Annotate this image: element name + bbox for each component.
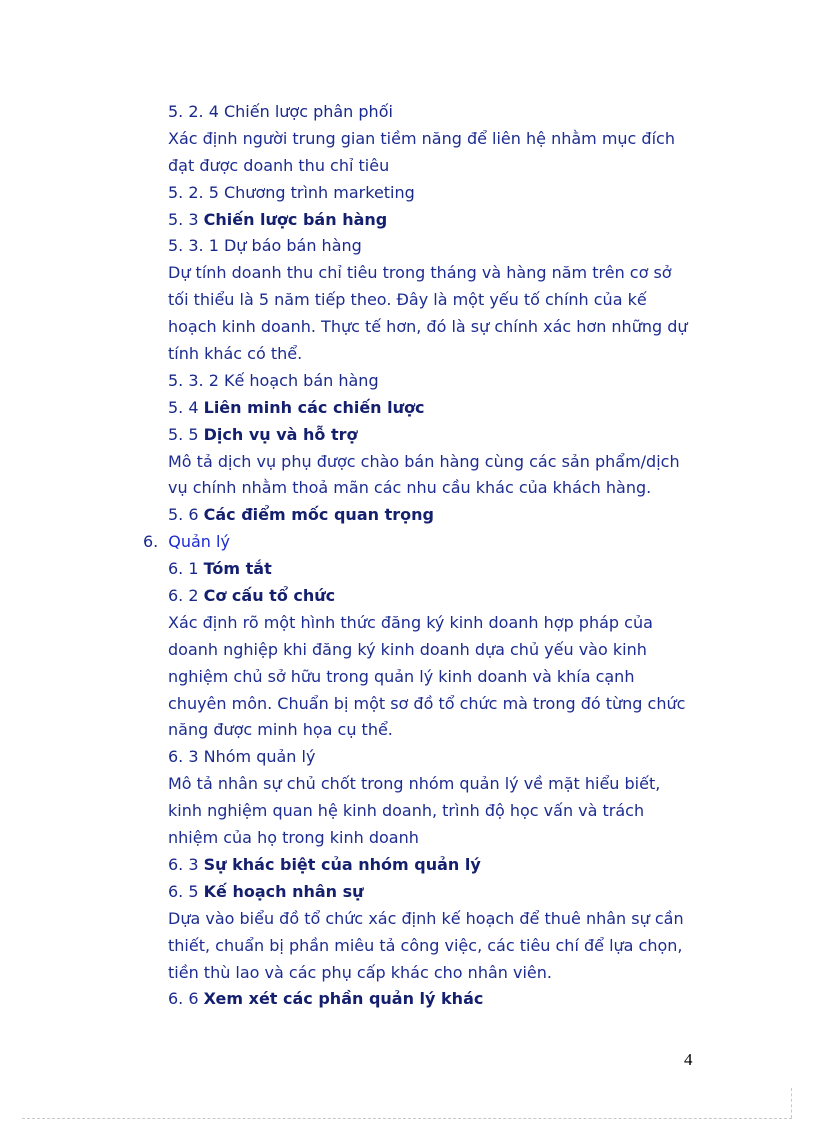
paragraph-line: Dựa vào biểu đồ tổ chức xác định kế hoạch để thuê nhân sự cần	[168, 908, 684, 928]
section-title: Các điểm mốc quan trọng	[203, 505, 434, 525]
paragraph-line: tính khác có thể.	[168, 344, 303, 364]
section-title: Liên minh các chiến lược	[203, 397, 425, 417]
section-number: 5. 3. 1	[168, 236, 219, 256]
section-5-6	[0, 502, 816, 529]
paragraph-line: hoạch kinh doanh. Thực tế hơn, đó là sự chính xác hơn những dự	[168, 317, 688, 337]
section-6	[0, 529, 816, 556]
section-5-4	[0, 395, 816, 422]
paragraph-line: thiết, chuẩn bị phần miêu tả công việc, các tiêu chí để lựa chọn,	[168, 935, 683, 955]
paragraph-line: Mô tả dịch vụ phụ được chào bán hàng cùng các sản phẩm/dịch	[168, 451, 680, 471]
paragraph-line: chuyên môn. Chuẩn bị một sơ đồ tổ chức mà trong đó từng chức	[168, 693, 686, 713]
paragraph-line: Xác định rõ một hình thức đăng ký kinh doanh hợp pháp của	[168, 612, 653, 632]
paragraph-line: Xác định người trung gian tiềm năng để liên hệ nhằm mục đích	[168, 128, 675, 148]
page-right-border	[791, 1088, 792, 1118]
section-5-5	[0, 422, 816, 449]
section-5-2-5	[0, 180, 816, 207]
section-title: Chiến lược phân phối	[223, 102, 393, 121]
section-title: Xem xét các phần quản lý khác	[203, 989, 484, 1009]
section-title: Chiến lược bán hàng	[203, 209, 388, 229]
paragraph-line: doanh nghiệp khi đăng ký kinh doanh dựa chủ yếu vào kinh	[168, 639, 647, 659]
section-number: 6. 3	[168, 854, 199, 874]
section-5-2-4	[0, 99, 816, 126]
section-title: Dự báo bán hàng	[223, 236, 362, 256]
paragraph-line: đạt được doanh thu chỉ tiêu	[168, 155, 390, 175]
section-5-3	[0, 207, 816, 234]
section-number: 6. 5	[168, 881, 199, 901]
paragraph-line: tiền thù lao và các phụ cấp khác cho nhân viên.	[168, 962, 552, 982]
section-number: 6. 1	[168, 559, 199, 579]
section-title: Nhóm quản lý	[203, 747, 316, 767]
page-number: 4	[684, 1050, 693, 1069]
section-6-3	[0, 744, 816, 771]
section-title: Chương trình marketing	[223, 182, 415, 202]
section-6-3-b	[0, 852, 816, 879]
page-bottom-border	[22, 1118, 792, 1119]
section-number: 6. 2	[168, 586, 199, 606]
section-title: Cơ cấu tổ chức	[203, 586, 336, 606]
paragraph-line: năng được minh họa cụ thể.	[168, 720, 393, 740]
section-title: Dịch vụ và hỗ trợ	[203, 424, 358, 444]
paragraph-line: Mô tả nhân sự chủ chốt trong nhóm quản lý về mặt hiểu biết,	[168, 774, 661, 794]
section-number: 6. 3	[168, 747, 199, 767]
section-number: 5. 3. 2	[168, 370, 219, 390]
section-5-3-2	[0, 368, 816, 395]
paragraph-line: Dự tính doanh thu chỉ tiêu trong tháng và hàng năm trên cơ sở	[168, 263, 672, 283]
section-title: Kế hoạch bán hàng	[223, 370, 379, 390]
section-6-5	[0, 879, 816, 906]
section-title: Kế hoạch nhân sự	[203, 881, 364, 901]
section-number: 5. 6	[168, 505, 199, 525]
paragraph-line: vụ chính nhằm thoả mãn các nhu cầu khác của khách hàng.	[168, 478, 652, 498]
paragraph-line: nhiệm của họ trong kinh doanh	[168, 828, 419, 848]
section-6-6	[0, 986, 816, 1013]
section-title: Sự khác biệt của nhóm quản lý	[203, 854, 481, 874]
page-content	[0, 99, 816, 1013]
section-6-1	[0, 556, 816, 583]
section-number: 6. 6	[168, 989, 199, 1009]
section-title: Tóm tắt	[203, 559, 272, 579]
section-title: Quản lý	[168, 532, 230, 552]
paragraph-line: kinh nghiệm quan hệ kinh doanh, trình độ học vấn và trách	[168, 801, 645, 821]
section-6-2	[0, 583, 816, 610]
section-number: 5. 5	[168, 424, 199, 444]
section-number: 6.	[143, 532, 159, 552]
section-number: 5. 4	[168, 397, 199, 417]
section-number: 5. 2. 4	[168, 102, 219, 121]
paragraph-line: tối thiểu là 5 năm tiếp theo. Đây là một yếu tố chính của kế	[168, 290, 647, 310]
section-number: 5. 3	[168, 209, 199, 229]
section-5-3-1	[0, 233, 816, 260]
paragraph-line: nghiệm chủ sở hữu trong quản lý kinh doanh và khía cạnh	[168, 666, 635, 686]
section-number: 5. 2. 5	[168, 182, 219, 202]
